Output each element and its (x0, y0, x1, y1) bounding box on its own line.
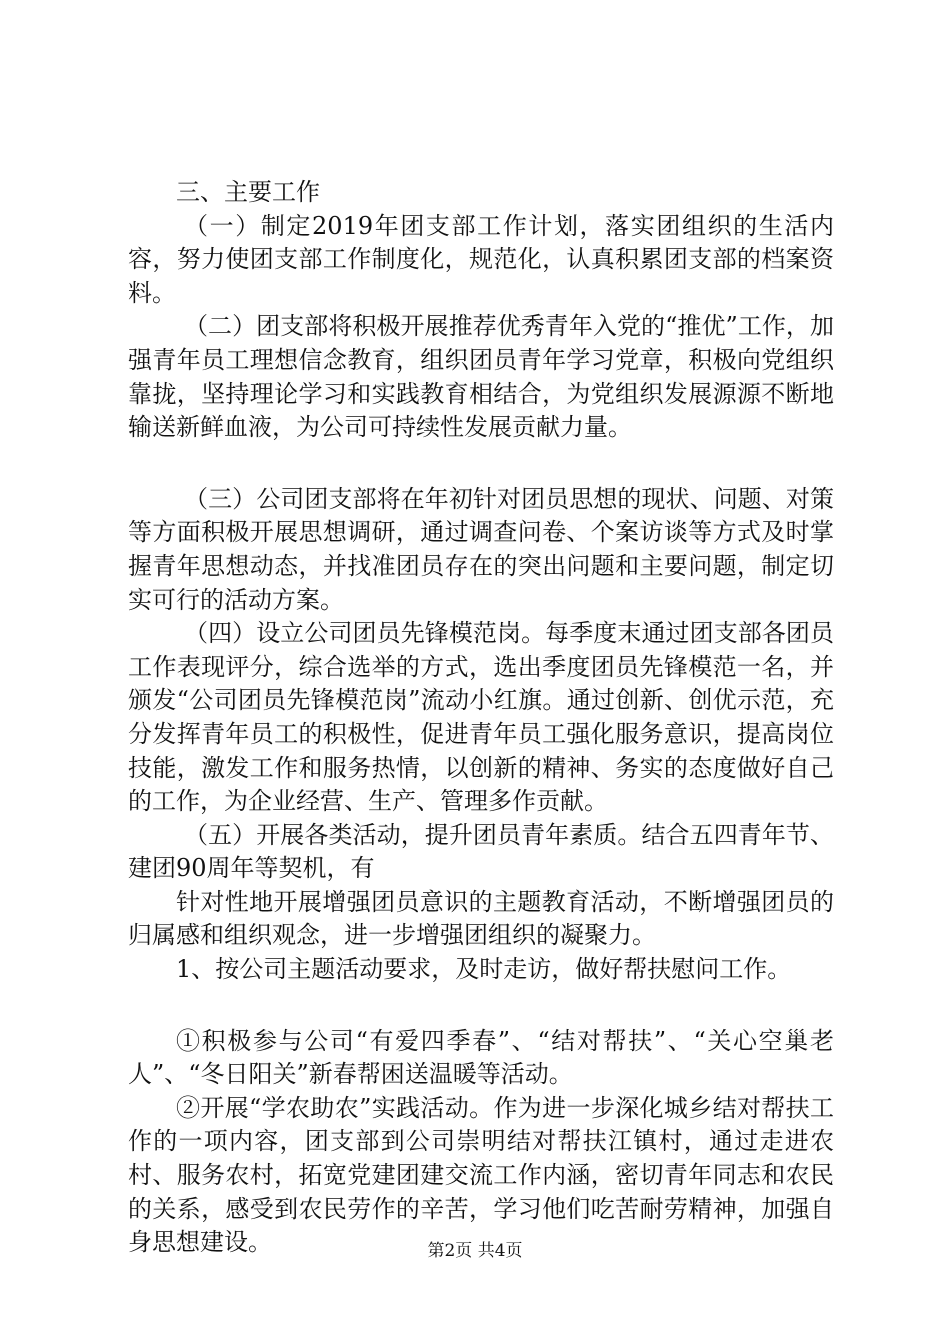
section-heading: 三、主要工作 (176, 178, 320, 206)
paragraph-9: ②开展“学农助农”实践活动。作为进一步深化城乡结对帮扶工作的一项内容，团支部到公司崇明结对帮扶江镇村，通过走进农村、服务农村，拓宽党建团建交流工作内涵，密切青年同志和农民的关系，感受到农民劳作的辛苦，学习他们吃苦耐劳精神，加强自身思想建设。 (128, 1093, 834, 1257)
paragraph-2: （二）团支部将积极开展推荐优秀青年入党的“推优”工作，加强青年员工理想信念教育，组织团员青年学习党章，积极向党组织靠拢，坚持理论学习和实践教育相结合，为党组织发展源源不断地输送新鲜血液，为公司可持续性发展贡献力量。 (128, 312, 834, 442)
document-body (128, 176, 834, 1260)
page-footer: 第2页 共4页 (427, 1241, 523, 1261)
paragraph-4: （四）设立公司团员先锋模范岗。每季度末通过团支部各团员工作表现评分，综合选举的方式，选出季度团员先锋模范一名，并颁发“公司团员先锋模范岗”流动小红旗。通过创新、创优示范，充分发挥青年员工的积极性，促进青年员工强化服务意识，提高岗位技能，激发工作和服务热情，以创新的精神、务实的态度做好自己的工作，为企业经营、生产、管理多作贡献。 (128, 619, 834, 816)
paragraph-6: 针对性地开展增强团员意识的主题教育活动，不断增强团员的归属感和组织观念，进一步增强团组织的凝聚力。 (128, 887, 834, 950)
paragraph-7: 1、按公司主题活动要求，及时走访，做好帮扶慰问工作。 (176, 955, 792, 984)
paragraph-3: （三）公司团支部将在年初针对团员思想的现状、问题、对策等方面积极开展思想调研，通过调查问卷、个案访谈等方式及时掌握青年思想动态，并找准团员存在的突出问题和主要问题，制定切实可行的活动方案。 (128, 484, 834, 614)
paragraph-8: ①积极参与公司“有爱四季春”、“结对帮扶”、“关心空巢老人”、“冬日阳关”新春帮困送温暖等活动。 (128, 1026, 834, 1089)
paragraph-1: （一）制定2019年团支部工作计划，落实团组织的生活内容，努力使团支部工作制度化，规范化，认真积累团支部的档案资料。 (128, 211, 834, 307)
paragraph-5: （五）开展各类活动，提升团员青年素质。结合五四青年节、建团90周年等契机，有 (128, 820, 834, 883)
